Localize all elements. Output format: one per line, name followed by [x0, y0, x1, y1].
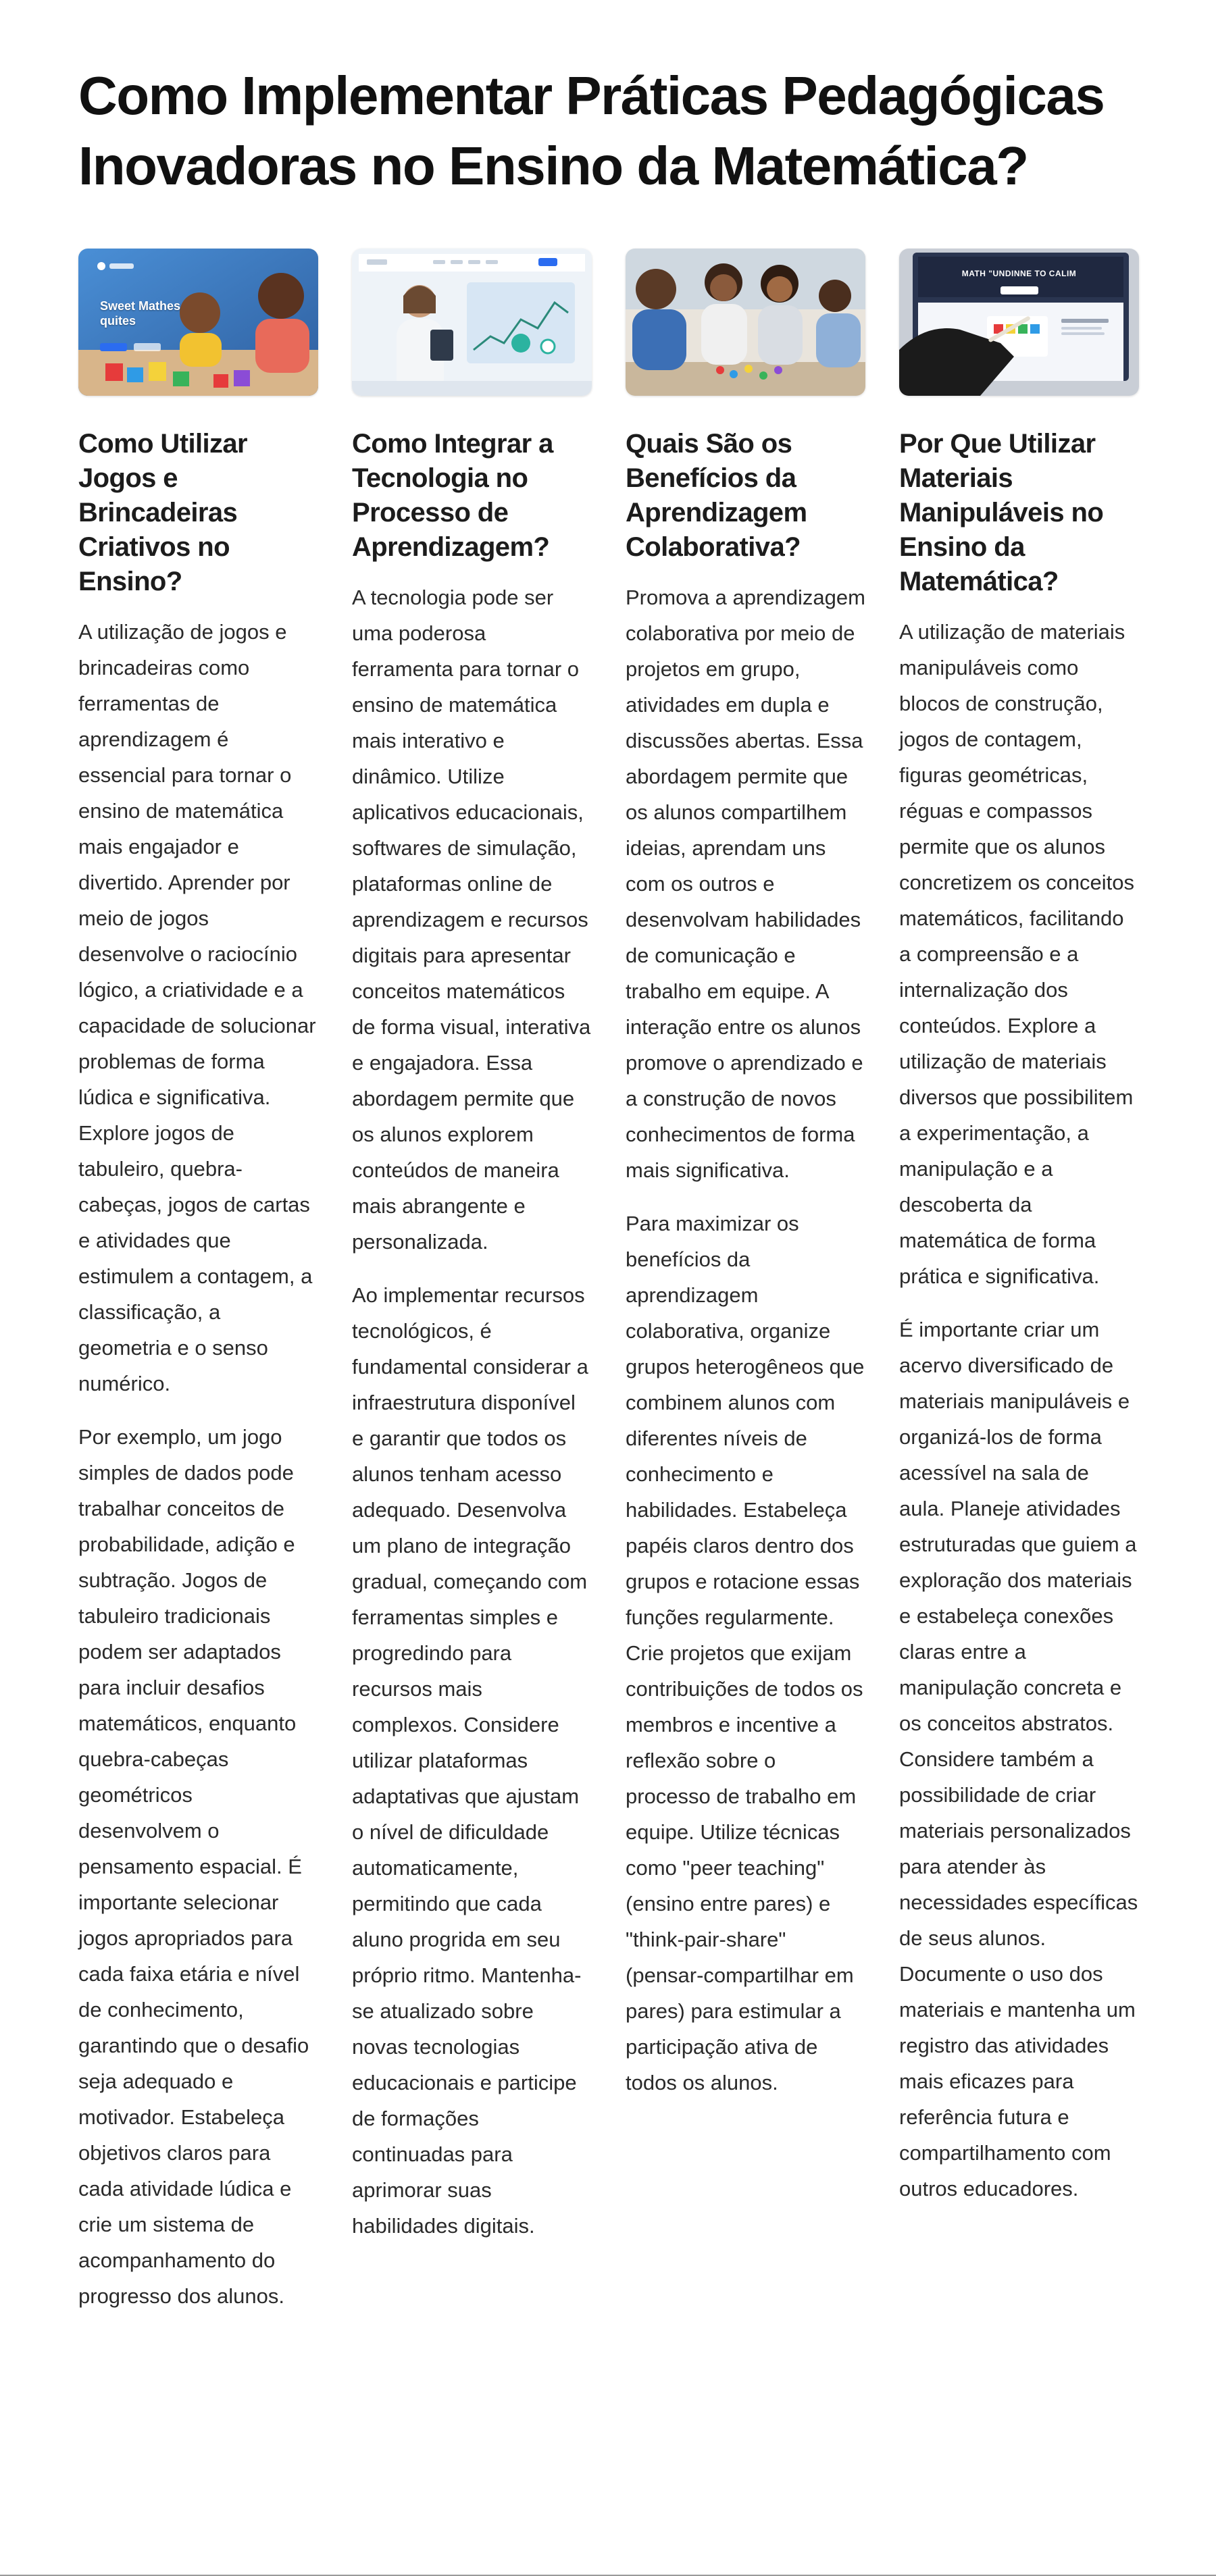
card-technology: [352, 249, 592, 2332]
card-title: Como Integrar a Tecnologia no Processo de Aprendizagem?: [352, 429, 553, 562]
card-image: [78, 249, 318, 396]
card-paragraph: É importante criar um acervo diversificado de materiais manipuláveis e organizá-los de forma acessível na sala de aula. Planeje atividades estruturadas que guiem a exploração dos materiais e estabeleça conexões claras entre a manipulação concreta e os conceitos abstratos. Considere também a possibilidade de criar materiais personalizados para atender às necessidades específicas de seus alunos. Documente o uso dos materiais e mantenha um registro das atividades mais eficazes para referência futura e compartilhamento com outros educadores.: [899, 1318, 1138, 2200]
teacher-with-tablet-image: [352, 249, 592, 396]
children-collaborating-image: [626, 249, 865, 396]
card-paragraph: Por exemplo, um jogo simples de dados pode trabalhar conceitos de probabilidade, adição e subtração. Jogos de tabuleiro tradicionais podem ser adaptados para incluir desafios matemáticos, enquanto quebra-cabeças geométricos desenvolvem o pensamento espacial. É importante selecionar jogos apropriados para cada faixa etária e nível de conhecimento, garantindo que o desafio seja adequado e motivador. Estabeleça objetivos claros para cada atividade lúdica e crie um sistema de acompanhamento do progresso dos alunos.: [78, 1425, 309, 2308]
card-image: [626, 249, 865, 396]
card-paragraph: Promova a aprendizagem colaborativa por meio de projetos em grupo, atividades em dupla e discussões abertas. Essa abordagem permite que os alunos compartilhem ideias, aprendam uns com os outros e desenvolvam habilidades de comunicação e trabalho em equipe. A interação entre os alunos promove o aprendizado e a construção de novos conhecimentos de forma mais significativa.: [626, 586, 865, 1182]
card-games: [78, 249, 318, 2332]
card-title: Quais São os Benefícios da Aprendizagem Colaborativa?: [626, 429, 807, 562]
card-paragraph: A utilização de materiais manipuláveis como blocos de construção, jogos de contagem, figuras geométricas, réguas e compassos permite que os alunos concretizem os conceitos matemáticos, facilitando a compreensão e a internalização dos conteúdos. Explore a utilização de materiais diversos que possibilitem a experimentação, a manipulação e a descoberta da matemática de forma prática e significativa.: [899, 620, 1135, 1288]
card-collaborative: [626, 249, 865, 2332]
card-paragraph: Ao implementar recursos tecnológicos, é fundamental considerar a infraestrutura disponível e garantir que todos os alunos tenham acesso adequado. Desenvolva um plano de integração gradual, começando com ferramentas simples e progredindo para recursos mais complexos. Considere utilizar plataformas adaptativas que ajustam o nível de dificuldade automaticamente, permitindo que cada aluno progrida em seu próprio ritmo. Mantenha-se atualizado sobre novas tecnologias educacionais e participe de formações continuadas para aprimorar suas habilidades digitais.: [352, 1283, 588, 2238]
card-paragraph: A utilização de jogos e brincadeiras como ferramentas de aprendizagem é essencial para tornar o ensino de matemática mais engajador e divertido. Aprender por meio de jogos desenvolve o raciocínio lógico, a criatividade e a capacidade de solucionar problemas de forma lúdica e significativa. Explore jogos de tabuleiro, quebra-cabeças, jogos de cartas e atividades que estimulem a contagem, a classificação, a geometria e o senso numérico.: [78, 620, 316, 1395]
card-title: Por Que Utilizar Materiais Manipuláveis no Ensino da Matemática?: [899, 429, 1104, 596]
card-manipulatives: [899, 249, 1139, 2332]
cards-row: [78, 249, 1138, 2332]
card-image: [352, 249, 592, 396]
card-title: Como Utilizar Jogos e Brincadeiras Criativos no Ensino?: [78, 429, 247, 596]
card-image: [899, 249, 1139, 396]
image-caption: MATH "UNDINNE TO CALIM: [961, 269, 1077, 278]
card-paragraph: Para maximizar os benefícios da aprendizagem colaborativa, organize grupos heterogêneos que combinem alunos com diferentes níveis de conhecimento e habilidades. Estabeleça papéis claros dentro dos grupos e rotacione essas funções regularmente. Crie projetos que exijam contribuições de todos os membros e incentive a reflexão sobre o processo de trabalho em equipe. Utilize técnicas como "peer teaching" (ensino entre pares) e "think-pair-share" (pensar-compartilhar em pares) para estimular a participação ativa de todos os alunos.: [626, 1212, 865, 2094]
page-title: Como Implementar Práticas Pedagógicas Inovadoras no Ensino da Matemática?: [78, 66, 1105, 196]
image-caption: Sweet Mathes quites: [100, 299, 181, 328]
card-paragraph: A tecnologia pode ser uma poderosa ferramenta para tornar o ensino de matemática mais interativo e dinâmico. Utilize aplicativos educacionais, softwares de simulação, plataformas online de aprendizagem e recursos digitais para apresentar conceitos matemáticos de forma visual, interativa e engajadora. Essa abordagem permite que os alunos explorem conteúdos de maneira mais abrangente e personalizada.: [352, 586, 591, 1254]
